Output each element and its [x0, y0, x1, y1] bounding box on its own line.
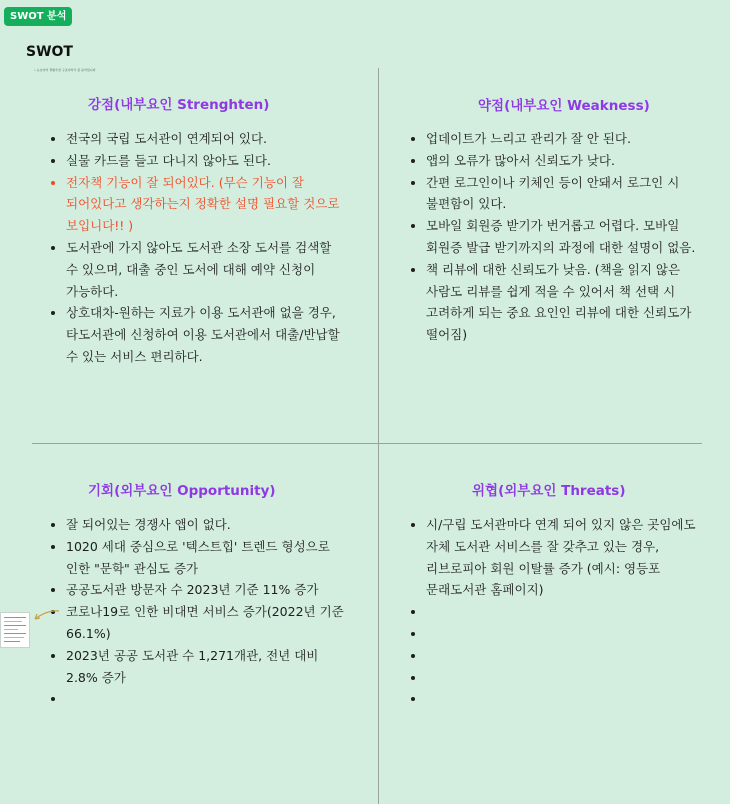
weaknesses-title: 약점(내부요인 Weakness) [478, 98, 650, 114]
connector-arrow-icon [31, 608, 61, 624]
weaknesses-list [412, 128, 716, 346]
page-title: SWOT [26, 44, 73, 60]
list-item-empty [426, 688, 718, 710]
list-item: • 공공도서관 방문자 수 2023년 기준 11% 증가 [66, 579, 351, 601]
strengths-title: 강점(내부요인 Strenghten) [88, 97, 270, 113]
list-item: • 1020 세대 중심으로 '텍스트힙' 트렌드 형성으로 인한 "문학" 관심도 증가 [66, 536, 351, 580]
list-item: • 책 리뷰에 대한 신뢰도가 낮음. (책을 읽지 않은 사람도 리뷰를 쉽게 적을 수 있어서 책 선택 시 고려하게 되는 중요 요인인 리뷰에 대한 신뢰도가 떨어짐) [426, 259, 716, 346]
swot-analysis-tag[interactable]: SWOT 분석 [4, 7, 72, 26]
list-item: • 상호대차-원하는 지료가 이용 도서관애 없을 경우, 타도서관에 신청하여 이용 도서관에서 대출/반납할 수 있는 서비스 편리하다. [66, 302, 344, 367]
list-item: • 코로나19로 인한 비대면 서비스 증가(2022년 기준 66.1%) [66, 601, 351, 645]
list-item-highlighted: • 전자책 기능이 잘 되어있다. (무슨 기능이 잘 되어있다고 생각하는지 정확한 설명 필요할 것으로 보입니다!! ) [66, 172, 344, 237]
opportunities-title: 기회(외부요인 Opportunity) [88, 483, 276, 499]
reference-thumbnail[interactable] [0, 612, 30, 648]
list-item: • 전국의 국립 도서관이 연계되어 있다. [66, 128, 344, 150]
list-item: • 간편 로그인이나 키체인 등이 안돼서 로그인 시 불편함이 있다. [426, 172, 716, 216]
strengths-list [52, 128, 344, 368]
list-item-empty [66, 688, 351, 710]
list-item: • 도서관에 가지 않아도 도서관 소장 도서를 검색할 수 있으며, 대출 중인 도서에 대해 예약 신청이 가능하다. [66, 237, 344, 302]
vertical-divider [378, 68, 379, 804]
list-item: • 모바일 회원증 받기가 번거롭고 어렵다. 모바일 회원증 발급 받기까지의 과정에 대한 설명이 없음. [426, 215, 716, 259]
list-item: • 실물 카드를 들고 다니지 않아도 된다. [66, 150, 344, 172]
subnote: • 뉴보이어 경험우선 구조이라기 된 분석입니다 [34, 68, 96, 72]
list-item: • 잘 되어있는 경쟁사 앱이 없다. [66, 514, 351, 536]
list-item-empty [426, 623, 718, 645]
list-item: • 시/구립 도서관마다 연계 되어 있지 않은 곳임에도 자체 도서관 서비스를 잘 갖추고 있는 경우, 리브로피아 회원 이탈률 증가 (예시: 영등포 문래도서관 홈페이지) [426, 514, 718, 601]
horizontal-divider [32, 443, 702, 444]
threats-list [412, 514, 718, 710]
list-item: • 업데이트가 느리고 관리가 잘 안 된다. [426, 128, 716, 150]
list-item: • 앱의 오류가 많아서 신뢰도가 낮다. [426, 150, 716, 172]
threats-title: 위협(외부요인 Threats) [472, 483, 626, 499]
list-item-empty [426, 667, 718, 689]
list-item: • 2023년 공공 도서관 수 1,271개관, 전년 대비 2.8% 증가 [66, 645, 351, 689]
list-item-empty [426, 645, 718, 667]
opportunities-list [52, 514, 351, 710]
list-item-empty [426, 601, 718, 623]
